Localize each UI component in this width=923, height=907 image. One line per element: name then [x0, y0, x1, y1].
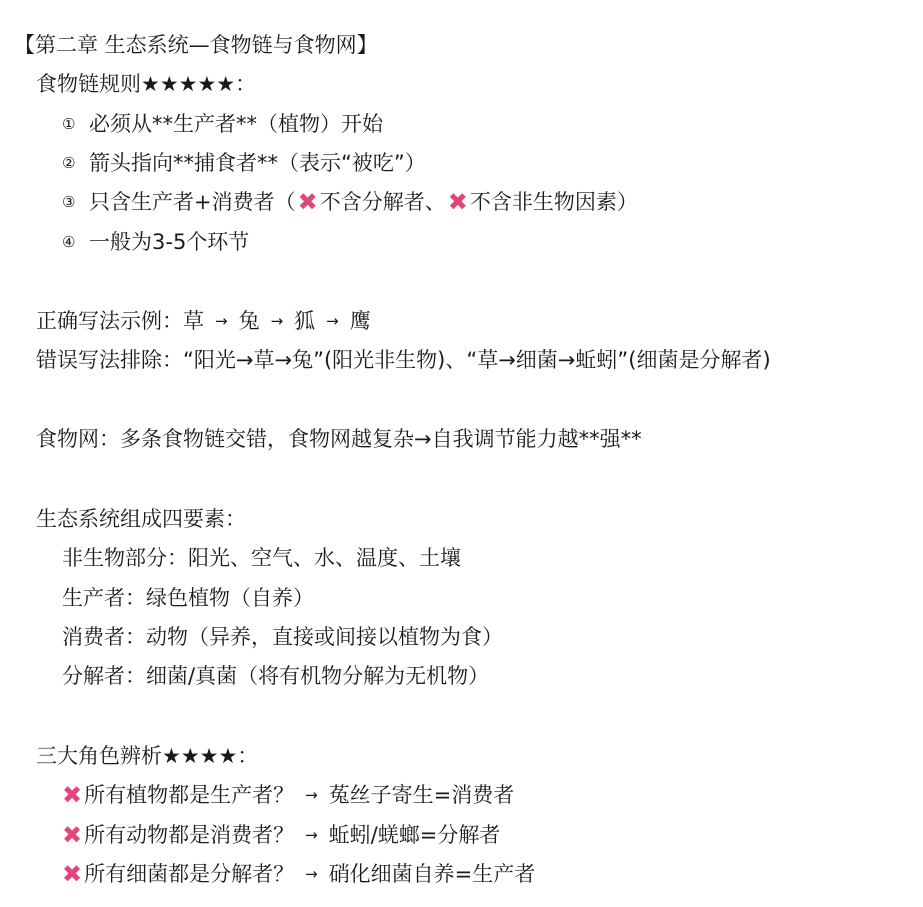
arrow-icon: →: [305, 826, 318, 844]
food-chain-rules-heading: 食物链规则★★★★★：: [36, 72, 257, 96]
component-item: 分解者：细菌/真菌（将有机物分解为无机物）: [62, 664, 490, 688]
rule-number: ③: [62, 193, 76, 211]
cross-mark-icon: ✖: [62, 860, 83, 888]
rule-item: [62, 227, 249, 257]
arrow-icon: →: [326, 312, 339, 330]
rule-item: [62, 187, 638, 217]
wrong-example: 错误写法排除：“阳光→草→兔”(阳光非生物)、“草→细菌→蚯蚓”(细菌是分解者): [36, 348, 771, 372]
rule-text: 不含非生物因素）: [469, 190, 638, 214]
arrow-icon: →: [305, 865, 318, 883]
chain-organism: 草: [183, 309, 204, 333]
roles-heading: 三大角色辨析★★★★：: [36, 744, 259, 768]
rule-text: 不含分解者、: [319, 190, 446, 214]
cross-mark-icon: ✖: [62, 781, 83, 809]
rule-number: ④: [62, 233, 76, 251]
component-item: 生产者：绿色植物（自养）: [62, 586, 314, 610]
rule-item: [62, 109, 383, 139]
role-question: 所有细菌都是分解者？: [84, 862, 295, 886]
rule-item: [62, 148, 426, 178]
role-answer: 硝化细菌自养=生产者: [328, 862, 536, 886]
components-heading: 生态系统组成四要素：: [36, 507, 246, 531]
role-item: [62, 780, 514, 810]
arrow-icon: →: [305, 786, 318, 804]
correct-example: [36, 306, 371, 336]
arrow-icon: →: [270, 312, 284, 330]
rule-number: ②: [62, 154, 76, 172]
role-answer: 菟丝子寄生=消费者: [328, 783, 515, 807]
rule-text: 一般为3-5个环节: [89, 230, 250, 254]
component-item: 消费者：动物（异养，直接或间接以植物为食）: [62, 625, 503, 649]
chapter-title: 【第二章 生态系统—食物链与食物网】: [14, 33, 378, 57]
chain-organism: 鹰: [349, 309, 371, 333]
role-question: 所有动物都是消费者？: [84, 823, 295, 847]
role-answer: 蚯蚓/蜣螂=分解者: [328, 823, 501, 847]
role-item: [62, 820, 500, 850]
rule-text: 箭头指向**捕食者**（表示“被吃”）: [89, 151, 426, 175]
cross-mark-icon: ✖: [447, 188, 468, 216]
food-web-note: 食物网：多条食物链交错，食物网越复杂→自我调节能力越**强**: [36, 427, 642, 451]
rule-number: ①: [62, 115, 76, 133]
rule-text: 必须从**生产者**（植物）开始: [89, 112, 383, 136]
component-item: 非生物部分：阳光、空气、水、温度、土壤: [62, 546, 461, 570]
role-question: 所有植物都是生产者？: [84, 783, 295, 807]
rule-text: 只含生产者+消费者（: [89, 190, 296, 214]
arrow-icon: →: [215, 312, 228, 330]
correct-example-label: 正确写法示例：: [36, 309, 183, 333]
chain-organism: 狐: [294, 309, 316, 333]
cross-mark-icon: ✖: [297, 188, 318, 216]
cross-mark-icon: ✖: [62, 821, 83, 849]
role-item: [62, 859, 535, 889]
chain-organism: 兔: [238, 309, 260, 333]
